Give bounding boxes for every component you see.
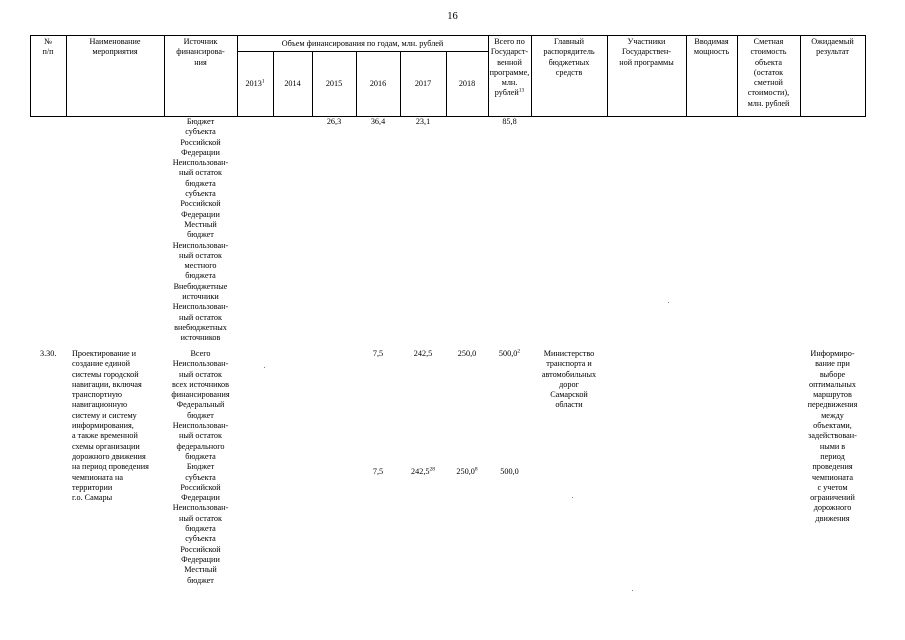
header-year-2017: 2017 bbox=[414, 79, 432, 88]
row-all-total: 500,0$^2$ bbox=[498, 348, 521, 358]
header-bottom-border bbox=[30, 116, 865, 117]
row-all-2017: 242,5 bbox=[413, 349, 433, 358]
header-number: № п/п bbox=[42, 37, 54, 57]
row-regional-total: 500,0 bbox=[500, 467, 519, 476]
header-year-2015: 2015 bbox=[325, 79, 343, 88]
row-all-2018: 250,0 bbox=[457, 349, 477, 358]
header-source: Источник финансирова- ния bbox=[176, 37, 225, 67]
header-name: Наименование мероприятия bbox=[89, 37, 141, 57]
header-total: Всего по Государст- венной программе, млн. рублей$^{13}$ bbox=[489, 37, 530, 98]
scan-speck bbox=[572, 497, 573, 498]
row-expected-result: Информиро- вание при выборе оптимальных маршрутов передвижения между объектами, задействован- ными в период проведения чемпионата с учетом ограничений дорожного движения bbox=[807, 349, 858, 523]
header-year-2018: 2018 bbox=[458, 79, 476, 88]
header-funding-group: Объем финансирования по годам, млн. рублей bbox=[281, 39, 444, 48]
header-participants: Участники Государствен- ной программы bbox=[619, 37, 674, 67]
block1-source-list: Бюджет субъекта Российской Федерации Неиспользован- ный остаток бюджета субъекта Российской Федерации Местный бюджет Неиспользован- ный остаток местного бюджета Внебюджетные источники Неиспользован- ный остаток внебюджетных источников bbox=[172, 117, 229, 343]
row-regional-2016: 7,5 bbox=[372, 467, 384, 476]
header-year-2014: 2014 bbox=[284, 79, 301, 88]
row-name: Проектирование и создание единой системы городской навигации, включая транспортную навигационную систему и систему информирования, а также временной схемы организации дорожного движения на период проведения чемпионата на территории г.о. Самары bbox=[72, 349, 149, 503]
row-all-2016: 7,5 bbox=[372, 349, 384, 358]
funding-group-divider bbox=[237, 51, 488, 52]
scan-speck bbox=[632, 590, 633, 591]
scan-speck bbox=[668, 302, 669, 303]
scan-speck bbox=[264, 367, 265, 368]
header-year-2013: 2013$^1$ bbox=[245, 78, 265, 88]
row-source-list: Всего Неиспользован- ный остаток всех источников финансирования Федеральный бюджет Неиспользован- ный остаток федерального бюджета Бюджет субъекта Российской Федерации Неиспользован- ный остаток бюджета субъекта Российской Федерации Местный бюджет bbox=[171, 349, 230, 585]
table-top-border bbox=[30, 35, 865, 36]
block1-value-2015: 26,3 bbox=[326, 117, 342, 126]
header-result: Ожидаемый результат bbox=[811, 37, 854, 57]
header-manager: Главный распорядитель бюджетных средств bbox=[543, 37, 595, 77]
row-regional-2017: 242,5$^{28}$ bbox=[411, 466, 435, 476]
row-regional-2018: 250,0$^8$ bbox=[456, 466, 478, 476]
header-cost: Сметная стоимость объекта (остаток сметной стоимости), млн. рублей bbox=[747, 37, 790, 108]
block1-value-total: 85,8 bbox=[502, 117, 517, 126]
row-number: 3.30. bbox=[40, 349, 57, 358]
row-manager: Министерство транспорта и автомобильных дорог Самарской области bbox=[541, 349, 597, 410]
col-border bbox=[865, 35, 866, 117]
header-capacity: Вводимая мощность bbox=[693, 37, 730, 57]
header-year-2016: 2016 bbox=[369, 79, 387, 88]
page-number: 16 bbox=[447, 11, 458, 22]
block1-value-2016: 36,4 bbox=[370, 117, 386, 126]
block1-value-2017: 23,1 bbox=[415, 117, 431, 126]
